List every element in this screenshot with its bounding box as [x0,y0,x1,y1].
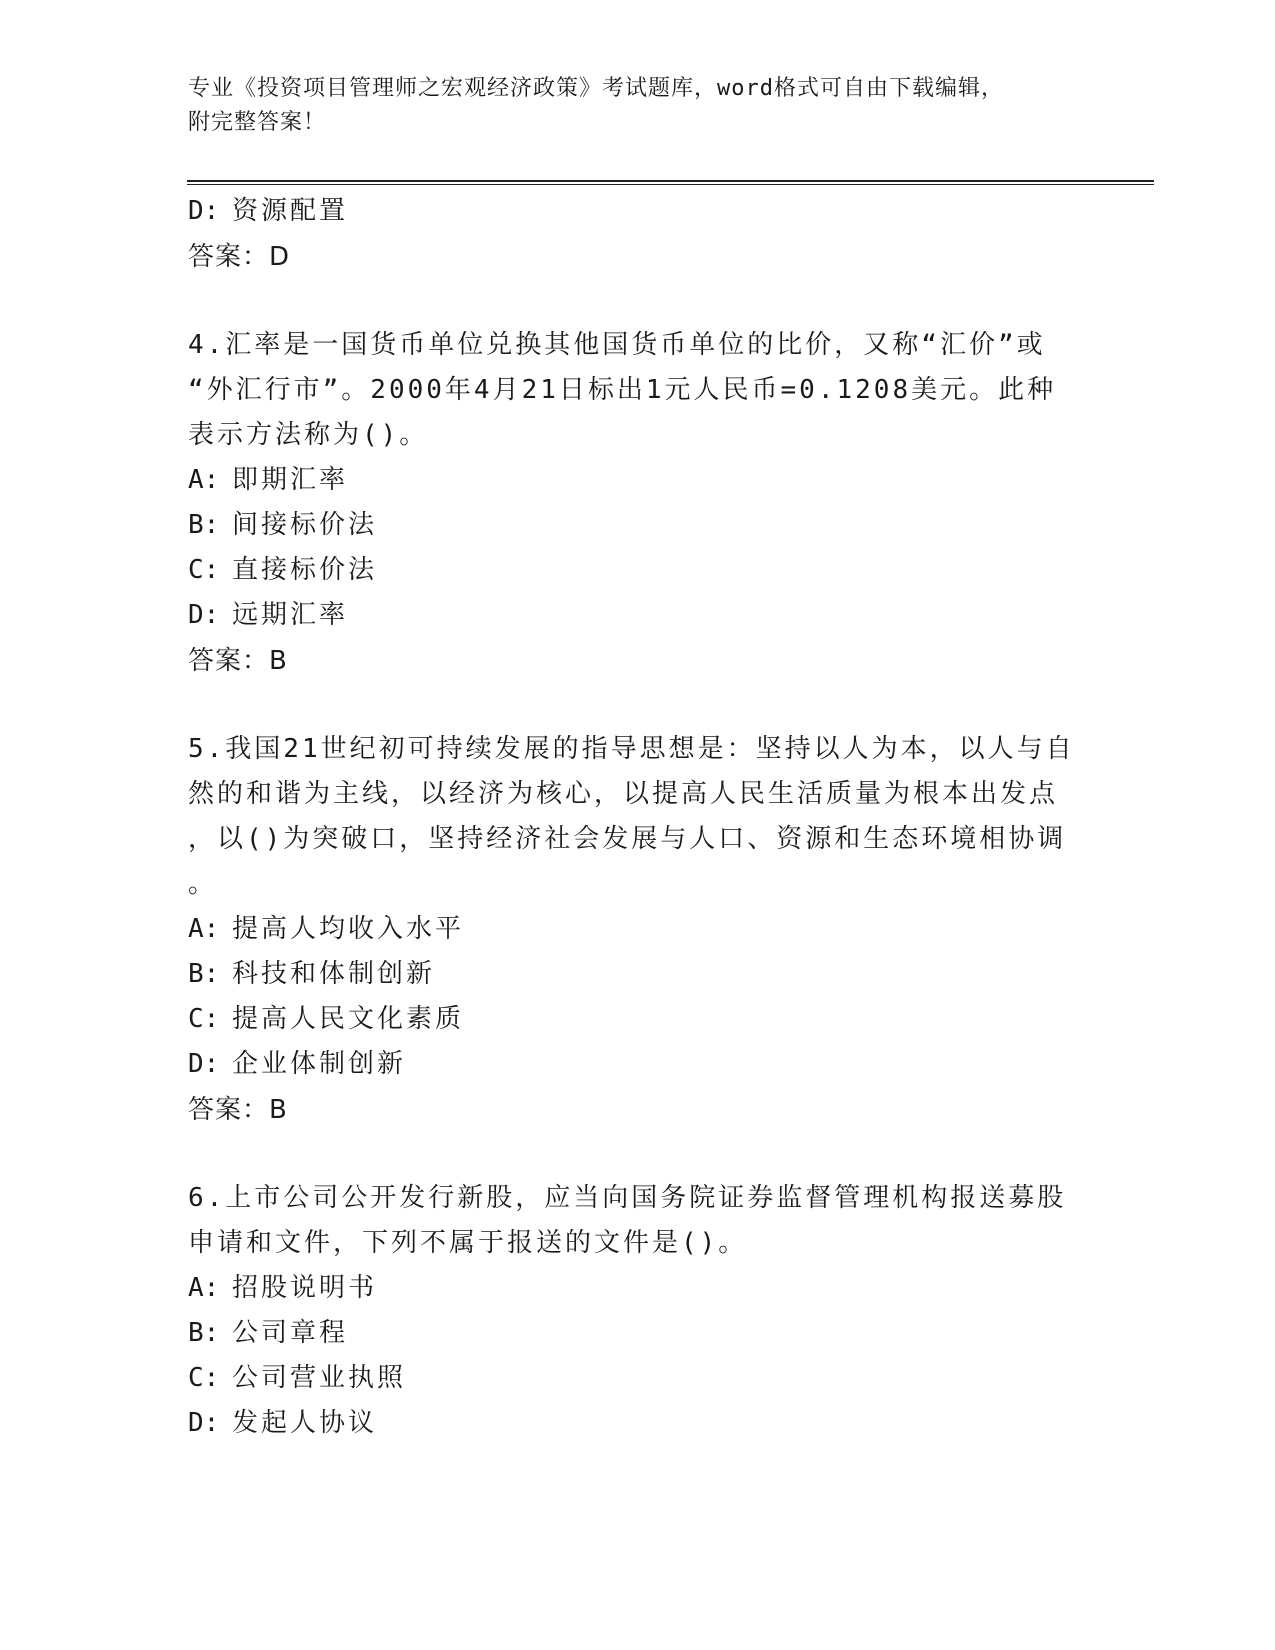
question-text [188,323,1088,458]
option-label: D: [188,196,220,226]
question-line: 4.汇率是一国货币单位兑换其他国货币单位的比价，又称“汇价”或 [188,330,1046,360]
option-c [188,997,1088,1042]
option-text: 公司营业执照 [232,1363,407,1393]
option-label: C: [188,1004,220,1034]
option-b [188,1311,1088,1356]
header-line-2: 附完整答案！ [188,110,327,135]
option-label: B: [188,959,220,989]
question-text [188,1176,1088,1266]
option-a [188,907,1088,952]
option-label: A: [188,465,220,495]
option-text: 提高人均收入水平 [232,914,465,944]
option-d [188,1401,1088,1446]
question-line: 申请和文件，下列不属于报送的文件是()。 [188,1228,748,1258]
header-line-1: 专业《投资项目管理师之宏观经济政策》考试题库，word格式可自由下载编辑， [188,76,1004,101]
option-text: 资源配置 [232,196,349,226]
exam-content [188,189,1088,1446]
option-text: 远期汇率 [232,600,349,630]
question-line: 然的和谐为主线，以经济为核心，以提高人民生活质量为根本出发点 [188,779,1059,809]
answer-3: 答案：D [188,242,291,272]
option-text: 企业体制创新 [232,1049,407,1079]
option-text: 直接标价法 [232,555,378,585]
page-header [188,72,1088,140]
question-6 [188,1176,1088,1446]
option-text: 发起人协议 [232,1408,378,1438]
option-text: 提高人民文化素质 [232,1004,465,1034]
answer-5: 答案：B [188,1095,288,1125]
question-line: ，以()为突破口，坚持经济社会发展与人口、资源和生态环境相协调 [188,824,1067,854]
option-text: 间接标价法 [232,510,378,540]
question-line: 6.上市公司公开发行新股，应当向国务院证券监督管理机构报送募股 [188,1183,1067,1213]
option-label: A: [188,1273,220,1303]
option-label: B: [188,1318,220,1348]
question-line: 表示方法称为()。 [188,420,429,450]
option-label: C: [188,555,220,585]
option-label: B: [188,510,220,540]
question-line: 。 [188,869,218,899]
option-text: 招股说明书 [232,1273,378,1303]
question-line: 5.我国21世纪初可持续发展的指导思想是：坚持以人为本，以人与自 [188,734,1075,764]
option-c [188,548,1088,593]
option-d [188,593,1088,638]
question-5 [188,727,1088,1133]
question-text [188,727,1088,907]
option-label: D: [188,1049,220,1079]
option-label: A: [188,914,220,944]
option-b [188,952,1088,997]
option-d [188,1042,1088,1087]
header-divider [187,180,1154,185]
option-label: D: [188,600,220,630]
question-4 [188,323,1088,684]
option-label: C: [188,1363,220,1393]
answer-4: 答案：B [188,646,288,676]
option-c [188,1356,1088,1401]
option-label: D: [188,1408,220,1438]
option-text: 公司章程 [232,1318,349,1348]
option-d [188,189,1088,234]
option-a [188,458,1088,503]
option-a [188,1266,1088,1311]
option-text: 即期汇率 [232,465,349,495]
question-line: “外汇行市”。2000年4月21日标出1元人民币=0.1208美元。此种 [188,375,1057,405]
option-text: 科技和体制创新 [232,959,436,989]
option-b [188,503,1088,548]
